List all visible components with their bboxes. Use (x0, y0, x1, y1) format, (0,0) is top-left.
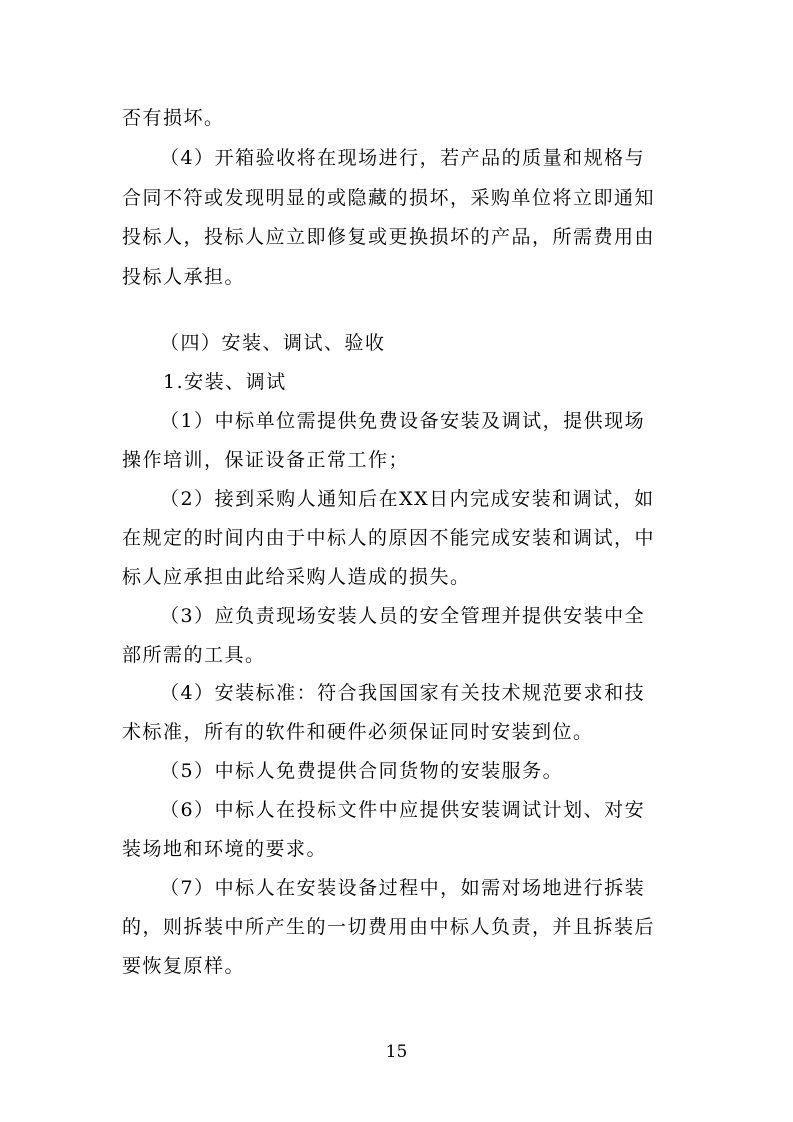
text-line: 操作培训，保证设备正常工作； (122, 449, 410, 471)
text-line: 标人应承担由此给采购人造成的损失。 (122, 566, 471, 588)
text-line: （5）中标人免费提供合同货物的安装服务。 (160, 760, 564, 782)
text-line: （6）中标人在投标文件中应提供安装调试计划、对安 (160, 799, 646, 821)
text-line: （1）中标单位需提供免费设备安装及调试，提供现场 (160, 410, 646, 432)
text-line: 要恢复原样。 (122, 955, 246, 977)
text-line: （4）开箱验收将在现场进行，若产品的质量和规格与 (160, 147, 646, 169)
text-line: 术标准，所有的软件和硬件必须保证同时安装到位。 (122, 721, 594, 743)
text-line: （3）应负责现场安装人员的安全管理并提供安装中全 (160, 605, 646, 627)
text-line: （7）中标人在安装设备过程中，如需对场地进行拆装 (160, 877, 646, 899)
text-line: 投标人，投标人应立即修复或更换损坏的产品，所需费用由 (122, 226, 656, 248)
section-heading: （四）安装、调试、验收 (160, 332, 386, 354)
page-number: 15 (385, 1042, 408, 1062)
text-line: 合同不符或发现明显的或隐藏的损坏，采购单位将立即通知 (122, 187, 656, 209)
text-line: 在规定的时间内由于中标人的原因不能完成安装和调试，中 (122, 527, 656, 549)
text-line: （4）安装标准：符合我国国家有关技术规范要求和技 (160, 682, 646, 704)
text-line: （2）接到采购人通知后在XX日内完成安装和调试，如 (160, 488, 655, 510)
text-line: 投标人承担。 (122, 266, 246, 288)
text-line: 否有损坏。 (122, 107, 225, 129)
text-line: 的，则拆装中所产生的一切费用由中标人负责，并且拆装后 (122, 916, 656, 938)
text-line: 装场地和环境的要求。 (122, 838, 328, 860)
text-line: 部所需的工具。 (122, 644, 266, 666)
subsection-heading: 1.安装、调试 (163, 371, 287, 393)
